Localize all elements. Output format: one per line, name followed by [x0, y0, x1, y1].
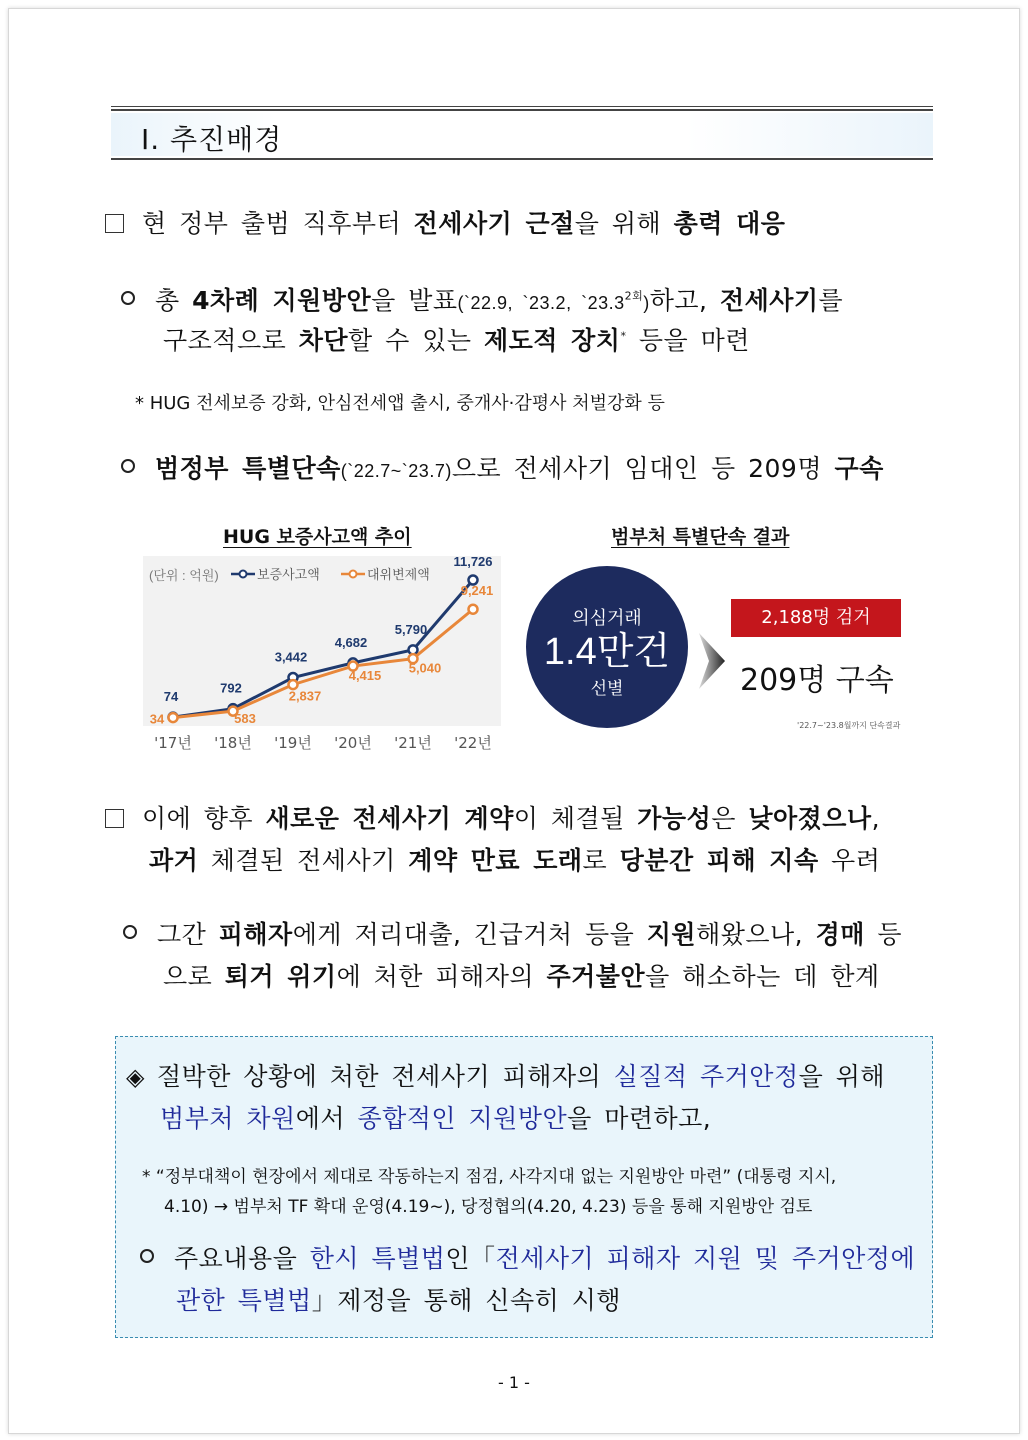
- data-label-0-0: 74: [163, 689, 179, 705]
- x-tick-label: '22년: [454, 734, 492, 752]
- data-label-1-5: 9,241: [460, 583, 494, 599]
- chart-x-labels: [154, 734, 492, 752]
- section-title: Ⅰ. 추진배경: [141, 123, 283, 156]
- circle-bullet-icon: [140, 1249, 154, 1263]
- data-label-0-1: 792: [220, 680, 242, 696]
- detention-result: 209명 구속: [740, 663, 894, 698]
- legend-marker-0: [240, 571, 247, 578]
- data-label-0-4: 5,790: [394, 621, 428, 637]
- box-line-2: 범부처 차원에서 종합적인 지원방안을 마련하고,: [160, 1104, 712, 1133]
- data-point-1-5: [469, 605, 478, 614]
- x-tick-label: '17년: [154, 734, 192, 752]
- x-tick-label: '18년: [214, 734, 252, 752]
- sub-bullet-1-line2: 구조적으로 차단할 수 있는 제도적 장치* 등을 마련: [163, 326, 750, 355]
- bullet-square-2: 이에 향후 새로운 전세사기 계약이 체결될 가능성은 낮아졌으나,: [105, 799, 880, 835]
- data-label-1-3: 4,415: [348, 668, 382, 684]
- highlight-box: [115, 1036, 933, 1338]
- x-tick-label: '21년: [394, 734, 432, 752]
- data-label-1-0: 34: [149, 711, 165, 727]
- circle-bullet-icon: [121, 459, 135, 473]
- circle-bullet-icon: [121, 291, 135, 305]
- square-bullet-icon: [105, 809, 124, 828]
- box-note-1: * “정부대책이 현장에서 제대로 작동하는지 점검, 사각지대 없는 지원방안 마련” (대통령 지시,: [142, 1167, 837, 1187]
- chart-title-left: HUG 보증사고액 추이: [223, 526, 412, 548]
- suspicious-transactions-circle: 의심거래 1.4만건 선별: [526, 566, 688, 728]
- page-number: - 1 -: [498, 1373, 530, 1392]
- box-line-1: ◈ 절박한 상황에 처한 전세사기 피해자의 실질적 주거안정을 위해: [126, 1062, 886, 1091]
- s1-text: 현 정부 출범 직후부터 전세사기 근절을 위해 총력 대응: [142, 209, 786, 238]
- data-point-1-0: [169, 713, 178, 722]
- x-tick-label: '20년: [334, 734, 372, 752]
- box-sub-2: 관한 특별법」제정을 통해 신속히 시행: [176, 1286, 622, 1315]
- data-label-0-2: 3,442: [274, 649, 308, 665]
- legend-label-0: 보증사고액: [257, 567, 320, 582]
- data-label-0-3: 4,682: [334, 634, 368, 650]
- data-label-1-2: 2,837: [288, 688, 322, 704]
- circle-bullet-icon: [123, 925, 137, 939]
- square-bullet-icon: [105, 214, 124, 233]
- arrest-badge: 2,188명 검거: [731, 599, 901, 637]
- box-note-2: 4.10) → 범부처 TF 확대 운영(4.19~), 당정협의(4.20, 4.23) 등을 통해 지원방안 검토: [164, 1197, 813, 1217]
- bullet-square-1: [105, 204, 785, 240]
- data-label-1-4: 5,040: [408, 660, 442, 676]
- document-page: [8, 8, 1020, 1434]
- x-tick-label: '19년: [274, 734, 312, 752]
- sub-bullet-2: 범정부 특별단속(`22.7~`23.7)으로 전세사기 임대인 등 209명 구속: [121, 449, 884, 485]
- box-sub-1: 주요내용을 한시 특별법인「전세사기 피해자 지원 및 주거안정에: [140, 1239, 915, 1275]
- section-header: [111, 106, 933, 162]
- footnote-1: * HUG 전세보증 강화, 안심전세앱 출시, 중개사·감평사 처벌강화 등: [135, 393, 665, 414]
- hug-line-chart: [133, 552, 503, 757]
- bullet-square-2-line2: 과거 체결된 전세사기 계약 만료 도래로 당분간 피해 지속 우려: [149, 846, 881, 875]
- arrow-right-icon: [695, 631, 729, 691]
- chart-title-right: 범부처 특별단속 결과: [611, 526, 790, 548]
- diamond-bullet-icon: ◈: [126, 1063, 145, 1091]
- sub-bullet-1: 총 4차례 지원방안을 발표(`22.9, `23.2, $`23.3^{2회}$)하고, 전세사기를: [121, 281, 843, 317]
- legend-label-1: 대위변제액: [367, 567, 430, 582]
- data-label-0-5: 11,726: [453, 554, 493, 569]
- legend-marker-1: [350, 571, 357, 578]
- sub-bullet-3-line2: 으로 퇴거 위기에 처한 피해자의 주거불안을 해소하는 데 한계: [163, 962, 880, 991]
- data-label-1-1: 583: [234, 711, 256, 727]
- chart-unit-label: (단위 : 억원): [149, 568, 219, 583]
- crackdown-footnote: '22.7~'23.8월까지 단속결과: [797, 721, 901, 730]
- sub-bullet-3: 그간 피해자에게 저리대출, 긴급거처 등을 지원해왔으나, 경매 등: [123, 915, 902, 951]
